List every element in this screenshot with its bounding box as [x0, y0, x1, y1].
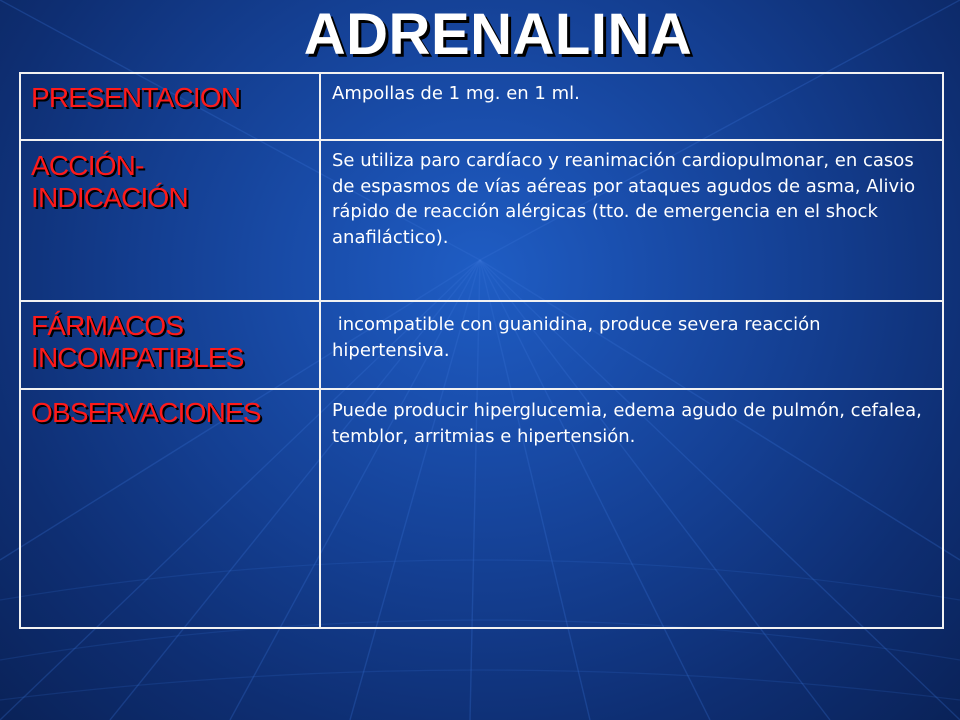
row-value-farmacos-incompatibles: incompatible con guanidina, produce severa reacción hipertensiva.	[332, 314, 827, 361]
slide-title: ADRENALINA	[303, 2, 693, 67]
table-row-divider	[19, 300, 944, 302]
row-label-farmacos-incompatibles: FÁRMACOS INCOMPATIBLES	[31, 310, 244, 373]
row-label-presentacion: PRESENTACION	[31, 82, 241, 113]
table-border-top	[19, 72, 944, 74]
row-value-presentacion: Ampollas de 1 mg. en 1 ml.	[332, 83, 580, 104]
table-border-bottom	[19, 627, 944, 629]
table-border-right	[942, 72, 944, 629]
row-label-accion-indicacion: ACCIÓN- INDICACIÓN	[31, 150, 188, 213]
table-row-divider	[19, 388, 944, 390]
row-label-observaciones: OBSERVACIONES	[31, 397, 261, 428]
table-column-divider	[319, 72, 321, 629]
table-border-left	[19, 72, 21, 629]
row-value-observaciones: Puede producir hiperglucemia, edema agudo de pulmón, cefalea, temblor, arritmias e hipertensión.	[332, 400, 922, 447]
table-row-divider	[19, 139, 944, 141]
row-value-accion-indicacion: Se utiliza paro cardíaco y reanimación cardiopulmonar, en casos de espasmos de vías aéreas por ataques agudos de asma, Alivio rápido de reacción alérgicas (tto. de emergencia en el shock anafiláctico).	[332, 150, 916, 248]
